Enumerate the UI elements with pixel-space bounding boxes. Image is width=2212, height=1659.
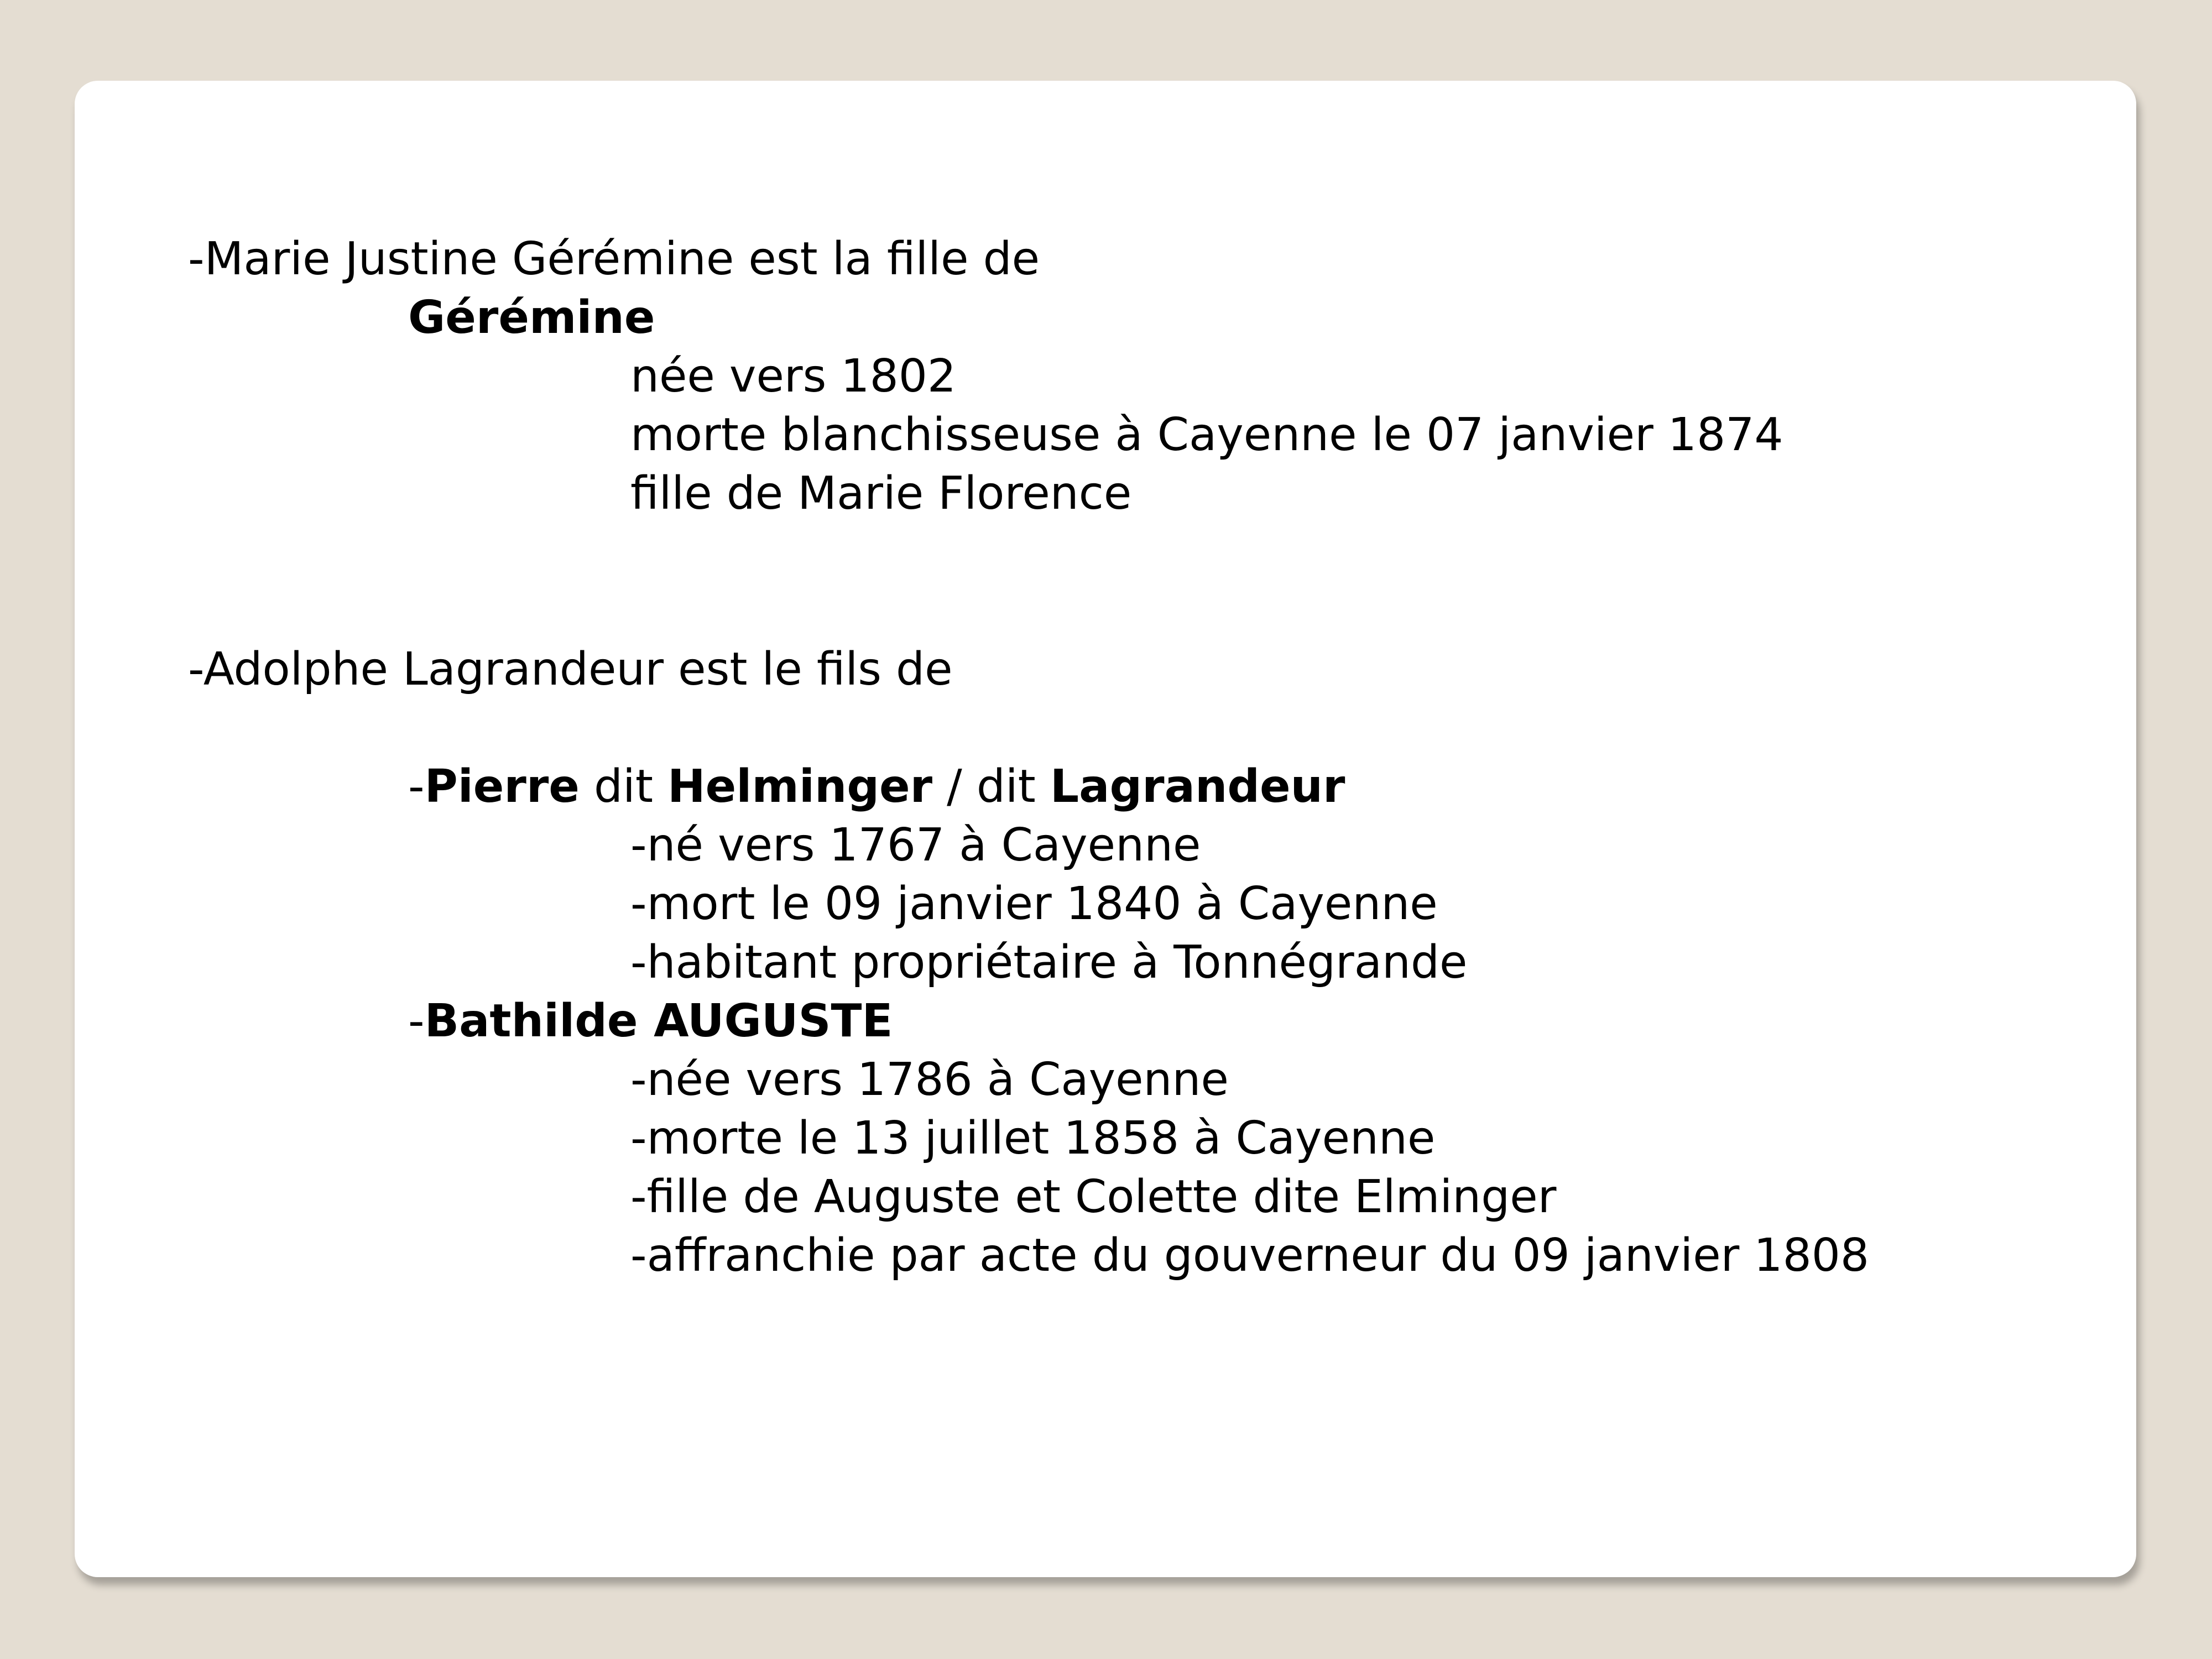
geremine-detail-parent: fille de Marie Florence	[630, 467, 1132, 520]
mother-detail-parents: -fille de Auguste et Colette dite Elminger	[630, 1171, 1557, 1223]
father-first-name: Pierre	[424, 760, 580, 813]
father-detail-death: -mort le 09 janvier 1840 à Cayenne	[630, 878, 1438, 930]
father-detail-occupation: -habitant propriétaire à Tonnégrande	[630, 936, 1468, 989]
geremine-name	[188, 289, 2068, 347]
father-alias-1: Helminger	[667, 760, 933, 813]
father-detail-birth: -né vers 1767 à Cayenne	[630, 819, 1201, 872]
geremine-detail-death: morte blanchisseuse à Cayenne le 07 janvier 1874	[630, 409, 1783, 461]
geremine-detail-birth: née vers 1802	[630, 350, 957, 403]
geremine-name-bold: Gérémine	[408, 291, 655, 344]
father-dit-1: dit	[579, 760, 668, 813]
father-alias-2: Lagrandeur	[1050, 760, 1345, 813]
mother-prefix: -	[408, 995, 425, 1047]
mother-name-line	[188, 992, 2068, 1051]
father-dit-2: / dit	[932, 760, 1050, 813]
spacer	[188, 523, 2068, 582]
slide-content	[188, 230, 2068, 1285]
mother-detail-birth: -née vers 1786 à Cayenne	[630, 1053, 1229, 1106]
mother-name: Bathilde AUGUSTE	[424, 995, 893, 1047]
mother-detail-freed: -affranchie par acte du gouverneur du 09 janvier 1808	[630, 1229, 1870, 1282]
spacer	[188, 582, 2068, 640]
section2-intro: -Adolphe Lagrandeur est le fils de	[188, 643, 953, 696]
section1-intro: -Marie Justine Gérémine est la fille de	[188, 233, 1040, 285]
father-prefix: -	[408, 760, 425, 813]
mother-detail-death: -morte le 13 juillet 1858 à Cayenne	[630, 1112, 1436, 1165]
father-name-line	[188, 758, 2068, 816]
spacer	[188, 699, 2068, 758]
